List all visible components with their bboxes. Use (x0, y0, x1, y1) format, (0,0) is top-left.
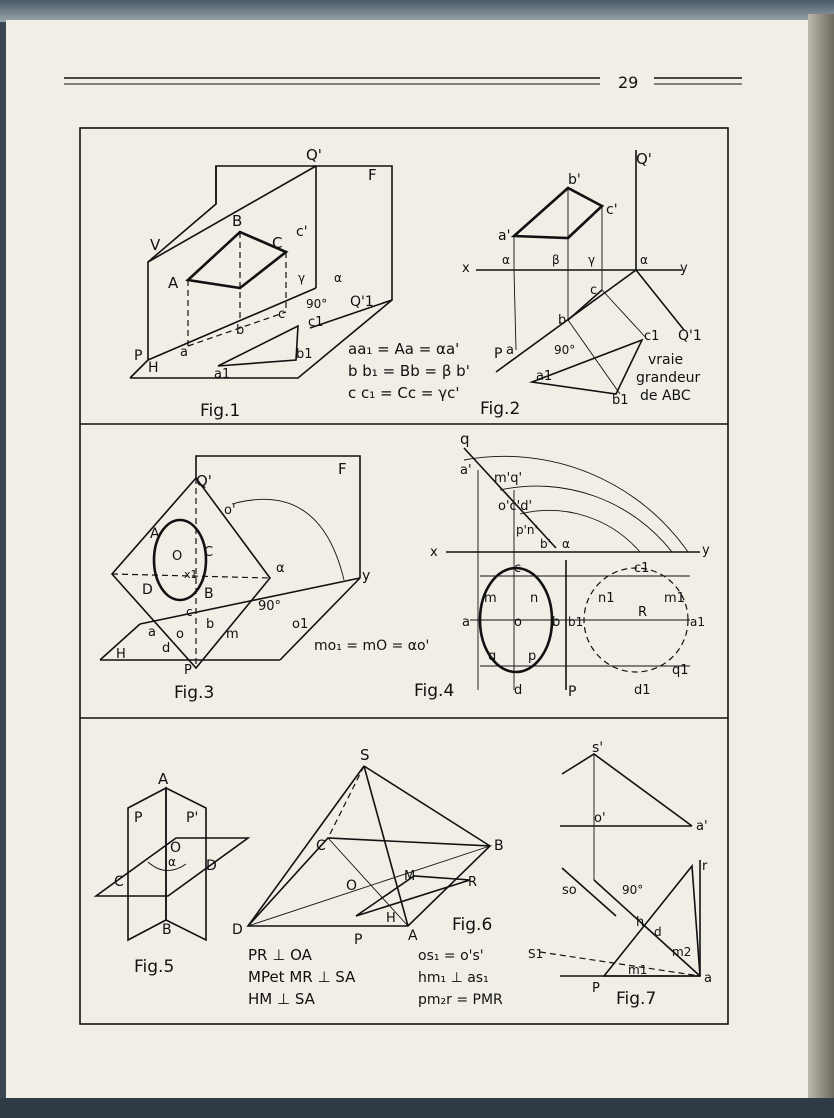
fig4-a: a' (460, 463, 472, 478)
fig4-mq: m'q' (494, 471, 523, 486)
fig2-c1: c1 (644, 329, 660, 344)
fig3-b: B (204, 586, 214, 602)
fig4-b1: b1 (568, 615, 584, 629)
fig1-a: A (168, 274, 179, 292)
fig1-c1: c1 (308, 315, 324, 330)
fig2-x: x (462, 261, 470, 276)
fig3-o1: o1 (292, 617, 309, 632)
fig7-s: s' (592, 740, 604, 756)
fig5-alpha: α (168, 855, 176, 869)
fig6-s: S (360, 746, 370, 764)
fig1-a1: a1 (214, 367, 231, 382)
fig3-h: H (116, 647, 126, 662)
fig7-angle: 90° (622, 883, 644, 897)
fig2-bb: b (558, 313, 567, 328)
fig4-c1: c1 (634, 561, 650, 576)
fig1-f: F (368, 166, 377, 184)
fig4-q-label: q (488, 649, 497, 664)
fig6-c: C (316, 838, 326, 854)
fig4-d1: d1 (634, 683, 651, 698)
fig3-q: Q' (196, 472, 212, 490)
fig4-pn: p'n' (516, 523, 538, 537)
fig4-b: b' (540, 537, 551, 551)
fig1-q: Q' (306, 146, 322, 164)
fig3-c: C (204, 545, 214, 560)
figure-5 (96, 770, 248, 977)
fig2-beta: β (552, 253, 560, 267)
figure-6 (232, 746, 504, 1008)
fig1-caption: Fig.1 (200, 401, 241, 421)
fig3-y: y (362, 568, 371, 584)
fig1-v: V (150, 236, 161, 254)
fig2-caption: Fig.2 (480, 399, 521, 419)
fig6-a: A (408, 928, 418, 944)
fig1-gamma: γ (298, 271, 306, 285)
fig4-caption: Fig.4 (414, 681, 455, 701)
fig1-p: P (134, 348, 143, 364)
fig2-q1: Q'1 (678, 328, 702, 344)
fig1-eq1: aa₁ = Aa = αa' (348, 340, 460, 358)
fig7-m2: m2 (672, 945, 692, 959)
fig4-alpha: α (562, 537, 570, 551)
fig5-a: A (158, 770, 169, 788)
fig2-a1: a1 (536, 369, 553, 384)
fig7-eq1: os₁ = o's' (418, 948, 484, 964)
fig7-so: so (562, 883, 577, 898)
fig4-r: R (638, 605, 648, 620)
fig1-b1: b1 (296, 347, 313, 362)
figure-3 (100, 456, 429, 703)
fig1-aa: a (180, 345, 188, 360)
fig2-note1: vraie (648, 352, 684, 368)
fig4-oo: o (514, 615, 522, 630)
fig6-r: R (468, 875, 478, 890)
fig6-h: H (386, 911, 396, 926)
fig7-eq2: hm₁ ⊥ as₁ (418, 970, 489, 986)
fig4-a1: a1 (690, 615, 705, 629)
fig6-d: D (232, 922, 243, 938)
fig2-gamma: γ (588, 253, 596, 267)
fig5-d: D (206, 858, 217, 874)
fig1-c: C (272, 234, 283, 252)
fig2-aa: a (506, 343, 514, 358)
fig7-d: d (654, 925, 662, 939)
fig7-h: h (636, 915, 645, 930)
fig7-m1: m1 (628, 963, 648, 977)
fig1-cp: c' (296, 224, 308, 240)
figure-2 (462, 150, 702, 419)
fig4-ocd: o'c'd' (498, 499, 533, 514)
fig2-alpha2: α (640, 253, 648, 267)
fig3-a: A (150, 526, 160, 542)
fig7-s1: S1 (528, 947, 544, 961)
fig4-P: P (568, 684, 577, 700)
fig2-note2: grandeur (636, 370, 701, 386)
fig2-a: a' (498, 228, 511, 244)
fig1-angle: 90° (306, 297, 328, 311)
fig4-n: n (530, 591, 539, 606)
page-header (64, 73, 742, 92)
fig5-c: C (114, 874, 124, 890)
fig5-pp: P' (186, 810, 199, 826)
fig6-b: B (494, 838, 504, 854)
fig4-n1: n1 (598, 591, 615, 606)
fig6-o: O (346, 878, 358, 894)
fig2-cc: c (590, 283, 598, 298)
fig6-eq2: MPet MR ⊥ SA (248, 968, 356, 986)
fig5-o: O (170, 840, 182, 856)
fig4-q1: q1 (672, 663, 689, 678)
fig4-m: m (484, 591, 497, 606)
fig4-x: x (430, 545, 438, 560)
fig5-caption: Fig.5 (134, 957, 175, 977)
fig4-q: q (460, 430, 470, 448)
page-number: 29 (618, 73, 639, 92)
fig3-f: F (338, 460, 347, 478)
figure-7 (418, 740, 712, 1009)
fig3-dd: d (162, 641, 171, 656)
fig1-bb: b (236, 323, 245, 338)
fig2-c: c' (606, 202, 618, 218)
fig2-alpha1: α (502, 253, 510, 267)
fig4-y: y (702, 543, 710, 558)
fig3-bb: b (206, 617, 215, 632)
fig1-cc: c (278, 307, 286, 322)
fig3-m: m (226, 627, 239, 642)
fig3-o: o' (224, 503, 236, 518)
fig7-eq3: pm₂r = PMR (418, 992, 503, 1008)
fig7-caption: Fig.7 (616, 989, 657, 1009)
fig6-caption: Fig.6 (452, 915, 493, 935)
fig7-a: a' (696, 819, 708, 834)
fig3-oo: o (176, 627, 184, 642)
figure-4 (414, 430, 710, 701)
fig3-x1: x1 (184, 568, 198, 581)
fig2-y: y (680, 261, 688, 276)
fig3-c2: c (186, 605, 193, 619)
figure-1 (130, 146, 470, 421)
fig2-note3: de ABC (640, 388, 691, 404)
fig6-m: M (404, 869, 416, 884)
fig4-bb: b (552, 615, 561, 630)
fig3-d: D (142, 582, 153, 598)
fig6-p: P (354, 932, 363, 948)
fig1-h: H (148, 360, 159, 376)
fig3-angle: 90° (258, 599, 282, 614)
fig3-alpha: α (276, 561, 285, 576)
fig2-p: P (494, 346, 503, 362)
fig7-r: r (702, 859, 708, 874)
fig1-q1: Q'1 (350, 294, 374, 310)
fig5-b: B (162, 922, 172, 938)
fig6-eq3: HM ⊥ SA (248, 990, 315, 1008)
fig1-eq3: c c₁ = Cc = γc' (348, 384, 460, 402)
fig4-d: d (514, 683, 523, 698)
fig4-m1: m1 (664, 591, 685, 606)
fig3-aa: a (148, 625, 156, 640)
fig3-p: P (184, 663, 192, 678)
fig4-c: c (514, 561, 522, 576)
fig3-eq: mo₁ = mO = αo' (314, 638, 430, 654)
fig2-b1: b1 (612, 393, 629, 408)
fig6-eq1: PR ⊥ OA (248, 946, 312, 964)
fig7-p: P (592, 981, 600, 996)
fig7-aa: a (704, 971, 712, 986)
fig5-p: P (134, 810, 143, 826)
fig2-angle: 90° (554, 343, 576, 357)
fig1-alpha: α (334, 271, 342, 285)
fig4-aa: a (462, 615, 470, 630)
fig7-o: o' (594, 811, 606, 826)
fig3-o2: O (172, 549, 183, 564)
fig3-caption: Fig.3 (174, 683, 215, 703)
fig1-b: B (232, 212, 243, 230)
fig1-eq2: b b₁ = Bb = β b' (348, 362, 470, 380)
fig2-b: b' (568, 172, 581, 188)
fig4-pp: p (528, 649, 537, 664)
fig2-q: Q' (636, 150, 652, 168)
